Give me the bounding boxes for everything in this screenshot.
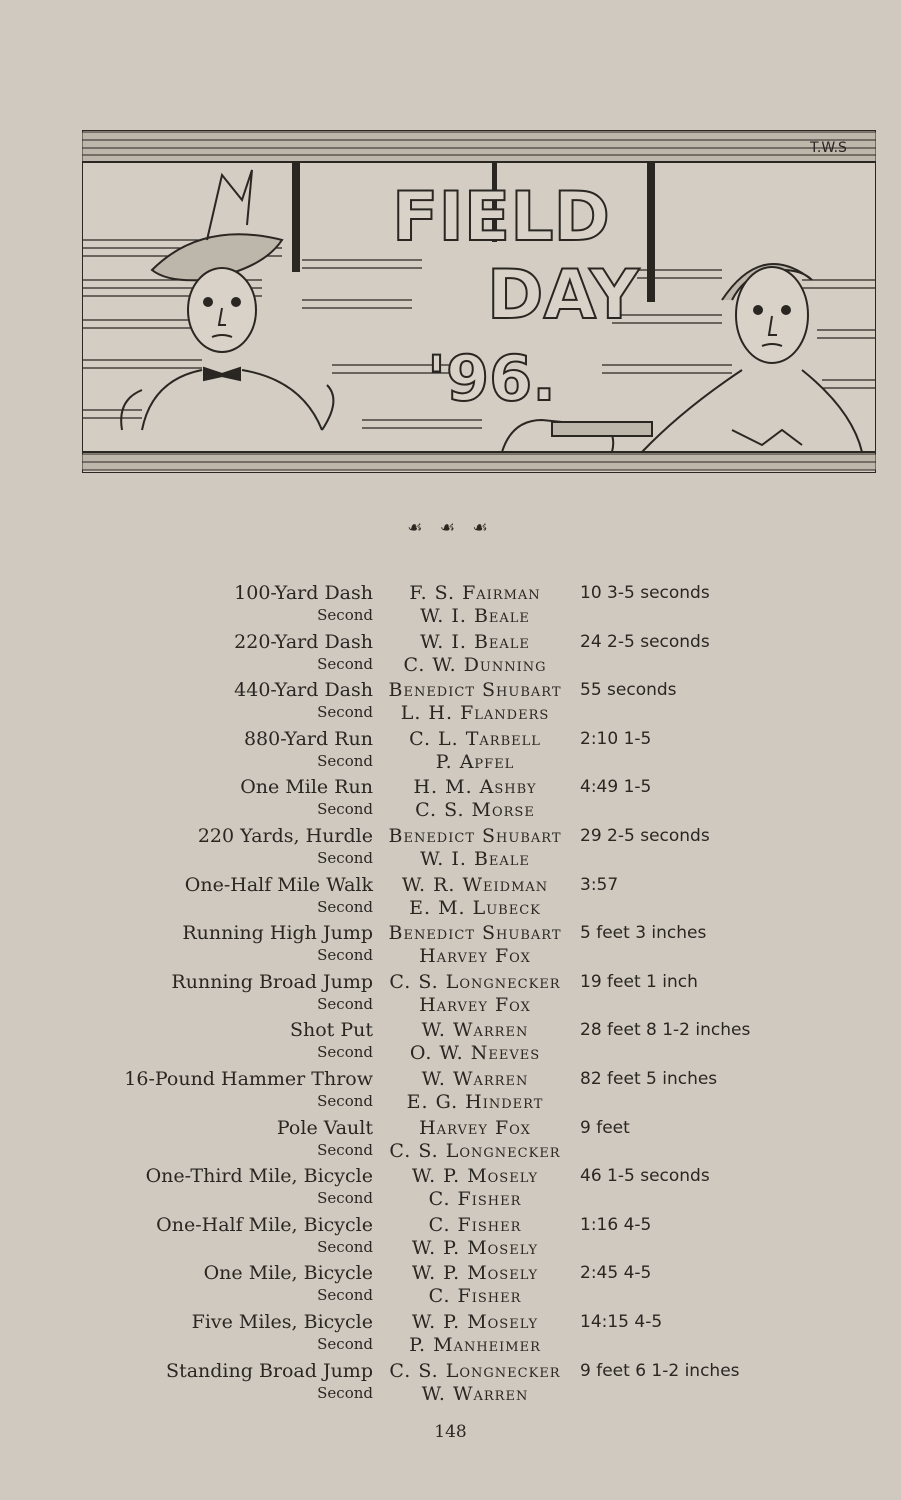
second-place-label: Second <box>317 1189 373 1208</box>
winner-name: C. S. Longnecker <box>389 1359 561 1382</box>
second-place-name: E. G. Hindert <box>406 1090 544 1113</box>
event-row <box>0 872 901 921</box>
event-record: 9 feet 6 1-2 inches <box>580 1360 740 1381</box>
event-row <box>0 1358 901 1407</box>
event-row <box>0 920 901 969</box>
winner-name: W. P. Mosely <box>411 1310 539 1333</box>
event-record: 29 2-5 seconds <box>580 825 710 846</box>
event-name: 220 Yards, Hurdle <box>197 824 373 847</box>
event-row <box>0 823 901 872</box>
event-record: 19 feet 1 inch <box>580 971 698 992</box>
results-table <box>0 580 901 1406</box>
winner-name: Benedict Shubart <box>388 679 562 702</box>
second-place-label: Second <box>317 848 373 867</box>
second-place-name: P. Apfel <box>435 750 515 773</box>
winner-name: F. S. Fairman <box>409 582 541 604</box>
event-record: 3:57 <box>580 874 619 895</box>
event-name: One-Half Mile, Bicycle <box>156 1213 373 1236</box>
second-place-label: Second <box>317 1043 373 1062</box>
event-record: 24 2-5 seconds <box>580 631 710 652</box>
event-row <box>0 1017 901 1066</box>
second-place-label: Second <box>317 1091 373 1110</box>
second-place-name: W. I. Beale <box>420 605 530 627</box>
winner-name: Benedict Shubart <box>388 824 562 847</box>
winner-name: Benedict Shubart <box>388 922 562 945</box>
second-place-name: W. Warren <box>421 1382 529 1405</box>
event-row <box>0 629 901 678</box>
second-place-label: Second <box>317 751 373 770</box>
second-place-label: Second <box>317 654 373 673</box>
banner-word-field: FIELD <box>392 178 610 257</box>
second-place-label: Second <box>317 946 373 965</box>
second-place-label: Second <box>317 606 373 624</box>
event-record: 82 feet 5 inches <box>580 1068 718 1089</box>
second-place-name: O. W. Neeves <box>409 1042 541 1065</box>
event-record: 5 feet 3 inches <box>580 923 707 944</box>
second-place-name: C. W. Dunning <box>403 653 547 676</box>
event-name: One-Half Mile Walk <box>184 873 373 896</box>
event-record: 46 1-5 seconds <box>580 1166 710 1187</box>
page-number: 148 <box>434 1422 467 1442</box>
event-record: 9 feet <box>580 1117 630 1138</box>
event-row <box>0 1066 901 1115</box>
event-record: 4:49 1-5 <box>580 777 652 798</box>
winner-name: H. M. Ashby <box>413 776 537 799</box>
winner-name: W. Warren <box>421 1067 529 1090</box>
second-place-name: W. I. Beale <box>420 847 530 870</box>
winner-name: W. P. Mosely <box>411 1262 539 1285</box>
event-row <box>0 1309 901 1358</box>
illustration-artwork <box>82 130 876 473</box>
winner-name: W. P. Mosely <box>411 1165 539 1188</box>
second-place-label: Second <box>317 1334 373 1353</box>
second-place-name: C. Fisher <box>428 1188 522 1211</box>
event-name: Five Miles, Bicycle <box>191 1310 373 1333</box>
second-place-name: C. S. Morse <box>415 799 535 822</box>
event-record: 55 seconds <box>580 680 677 701</box>
event-row <box>0 774 901 823</box>
second-place-label: Second <box>317 800 373 819</box>
second-place-name: C. Fisher <box>428 1285 522 1308</box>
event-name: Running High Jump <box>182 922 373 945</box>
second-place-label: Second <box>317 1286 373 1305</box>
event-row <box>0 969 901 1018</box>
event-row <box>0 1212 901 1261</box>
event-record: 10 3-5 seconds <box>580 583 710 603</box>
second-place-label: Second <box>317 994 373 1013</box>
winner-name: W. Warren <box>421 1019 529 1042</box>
second-place-label: Second <box>317 1237 373 1256</box>
event-row <box>0 1163 901 1212</box>
winner-name: Harvey Fox <box>419 1116 531 1139</box>
second-place-label: Second <box>317 1140 373 1159</box>
second-place-label: Second <box>317 897 373 916</box>
event-record: 14:15 4-5 <box>580 1311 663 1332</box>
second-place-name: Harvey Fox <box>419 945 531 968</box>
second-place-name: E. M. Lubeck <box>409 896 541 919</box>
event-row <box>0 580 901 629</box>
second-place-name: L. H. Flanders <box>400 702 550 725</box>
event-name: 220-Yard Dash <box>234 630 373 653</box>
second-place-name: P. Manheimer <box>409 1333 541 1356</box>
winner-name: W. R. Weidman <box>401 873 549 896</box>
event-name: 100-Yard Dash <box>234 582 373 604</box>
banner-word-day: DAY <box>487 256 639 335</box>
event-record: 1:16 4-5 <box>580 1214 652 1235</box>
event-record: 28 feet 8 1-2 inches <box>580 1020 751 1041</box>
event-record: 2:10 1-5 <box>580 728 652 749</box>
ornament-divider: ☙ ☙ ☙ <box>407 518 494 538</box>
event-name: One Mile, Bicycle <box>203 1262 373 1285</box>
second-place-label: Second <box>317 1383 373 1402</box>
event-name: Shot Put <box>289 1019 373 1042</box>
winner-name: C. L. Tarbell <box>409 727 541 750</box>
event-name: Standing Broad Jump <box>166 1359 373 1382</box>
event-name: 16-Pound Hammer Throw <box>124 1067 373 1090</box>
winner-name: C. S. Longnecker <box>389 970 561 993</box>
event-name: 440-Yard Dash <box>234 679 373 702</box>
winner-name: C. Fisher <box>428 1213 522 1236</box>
event-record: 2:45 4-5 <box>580 1263 652 1284</box>
event-row <box>0 726 901 775</box>
artist-signature: T.W.S <box>810 140 847 156</box>
field-day-illustration <box>82 130 876 473</box>
event-name: Running Broad Jump <box>171 970 373 993</box>
second-place-label: Second <box>317 703 373 722</box>
event-name: One-Third Mile, Bicycle <box>145 1165 373 1188</box>
winner-name: W. I. Beale <box>420 630 530 653</box>
second-place-name: Harvey Fox <box>419 993 531 1016</box>
event-row <box>0 1115 901 1164</box>
event-row <box>0 1260 901 1309</box>
banner-year: '96. <box>427 342 556 415</box>
second-place-name: C. S. Longnecker <box>389 1139 561 1162</box>
event-name: Pole Vault <box>276 1116 373 1139</box>
event-row <box>0 677 901 726</box>
second-place-name: W. P. Mosely <box>411 1236 539 1259</box>
event-name: 880-Yard Run <box>243 727 373 750</box>
event-name: One Mile Run <box>240 776 373 799</box>
